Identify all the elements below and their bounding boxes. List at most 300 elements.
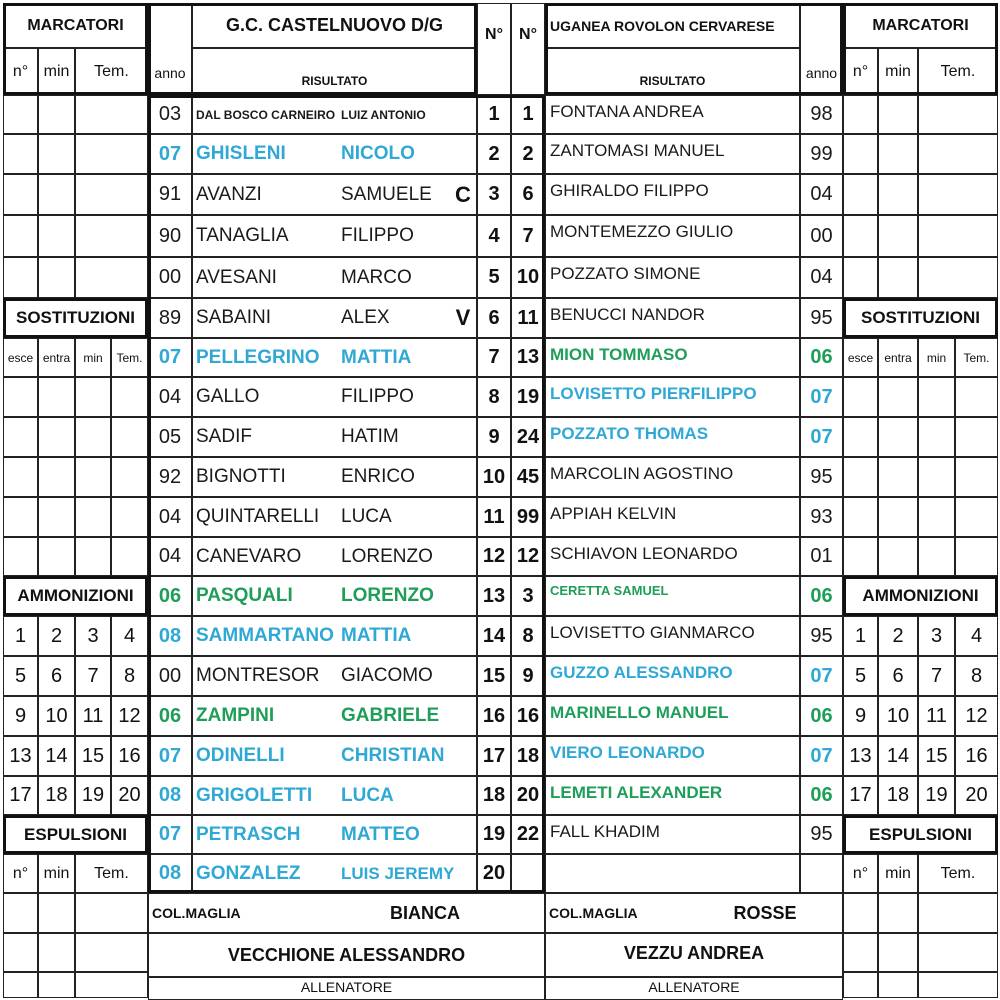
- away-col-maglia-label: COL.MAGLIA: [549, 905, 638, 921]
- home-player-number: 6: [477, 298, 511, 338]
- away-player-anno: 00: [800, 215, 843, 257]
- sostituzioni-cell: [38, 457, 75, 497]
- ammonizione-number: 15: [75, 736, 111, 776]
- ammonizione-number: 11: [918, 696, 955, 736]
- ammonizione-number: 7: [75, 656, 111, 696]
- sostituzioni-cell: [75, 537, 111, 576]
- sub-col-esce: esce: [3, 338, 38, 377]
- esp-col-min: min: [38, 854, 75, 893]
- away-player-number: 1: [511, 95, 545, 134]
- ammonizioni-header-right: AMMONIZIONI: [843, 576, 998, 616]
- away-player-anno: 04: [800, 174, 843, 215]
- home-player-surname: GHISLENI: [196, 143, 286, 164]
- home-player-firstname: GABRIELE: [341, 705, 440, 726]
- away-player-name: ZANTOMASI MANUEL: [545, 134, 800, 174]
- home-player-surname: TANAGLIA: [196, 225, 289, 246]
- sostituzioni-cell: [918, 417, 955, 457]
- away-player-number: 12: [511, 537, 545, 576]
- home-player-surname: ZAMPINI: [196, 705, 275, 726]
- sostituzioni-cell: [878, 497, 918, 537]
- away-player-anno: 07: [800, 736, 843, 776]
- marcatori-cell: [918, 215, 998, 257]
- marcatori-cell: [878, 174, 918, 215]
- marcatori-cell: [3, 134, 38, 174]
- ammonizione-number: 4: [955, 616, 998, 656]
- home-player-anno: 07: [148, 815, 192, 854]
- sostituzioni-cell: [38, 377, 75, 417]
- away-anno-label: anno: [805, 64, 838, 81]
- sostituzioni-cell: [38, 497, 75, 537]
- home-player-surname: SABAINI: [196, 307, 271, 328]
- home-player-anno: 00: [148, 257, 192, 298]
- sostituzioni-cell: [75, 377, 111, 417]
- away-player-number: 45: [511, 457, 545, 497]
- sostituzioni-cell: [843, 417, 878, 457]
- sostituzioni-cell: [878, 377, 918, 417]
- home-player-surname: AVANZI: [196, 183, 262, 205]
- home-coach-name: VECCHIONE ALESSANDRO: [227, 944, 466, 965]
- away-player-number: 20: [511, 776, 545, 815]
- away-player-number: 99: [511, 497, 545, 537]
- away-player-number: 6: [511, 174, 545, 215]
- home-player-firstname: FILIPPO: [341, 225, 414, 246]
- home-player-surname: PASQUALI: [196, 585, 293, 606]
- away-player-anno: 06: [800, 696, 843, 736]
- away-player-name: MION TOMMASO: [545, 338, 800, 377]
- marcatori-cell: [38, 174, 75, 215]
- marcatori-cell: [75, 215, 148, 257]
- marcatori-cell: [843, 134, 878, 174]
- home-player-anno: 92: [148, 457, 192, 497]
- marcatori-cell: [878, 257, 918, 298]
- sostituzioni-cell: [111, 377, 148, 417]
- home-player-firstname: LUCA: [341, 784, 394, 806]
- sub-col-entra: entra: [878, 338, 918, 377]
- sub-col-tem_sub: Tem.: [111, 338, 148, 377]
- away-player-anno: 95: [800, 298, 843, 338]
- away-player-anno: 06: [800, 576, 843, 616]
- home-player-anno: 90: [148, 215, 192, 257]
- home-player-anno: 08: [148, 776, 192, 815]
- col-tem-left: Tem.: [75, 48, 148, 95]
- center-n-label-2: N°: [519, 26, 537, 43]
- ammonizione-number: 5: [3, 656, 38, 696]
- home-player-firstname: LUIZ ANTONIO: [341, 107, 426, 122]
- away-player-name: LOVISETTO PIERFILIPPO: [545, 377, 800, 417]
- away-player-number: 16: [511, 696, 545, 736]
- esp-col-tem: Tem.: [918, 854, 998, 893]
- sostituzioni-cell: [75, 457, 111, 497]
- home-player-anno: 07: [148, 736, 192, 776]
- sub-col-entra: entra: [38, 338, 75, 377]
- ammonizione-number: 17: [3, 776, 38, 815]
- home-col-maglia-value: BIANCA: [390, 902, 460, 923]
- marcatori-cell: [843, 257, 878, 298]
- footer-cell: [918, 893, 998, 933]
- home-player-surname: DAL BOSCO CARNEIRO: [196, 107, 336, 122]
- away-player-anno: 07: [800, 377, 843, 417]
- sostituzioni-cell: [75, 497, 111, 537]
- home-anno-label: anno: [154, 64, 186, 81]
- home-player-anno: 07: [148, 338, 192, 377]
- home-player-number: 17: [477, 736, 511, 776]
- footer-cell: [38, 893, 75, 933]
- sostituzioni-header-right: SOSTITUZIONI: [843, 298, 998, 338]
- marcatori-cell: [38, 134, 75, 174]
- ammonizione-number: 20: [955, 776, 998, 815]
- home-player-anno: 06: [148, 696, 192, 736]
- home-player-number: 14: [477, 616, 511, 656]
- away-player-name: SCHIAVON LEONARDO: [545, 537, 800, 576]
- away-player-name: CERETTA SAMUEL: [545, 576, 800, 616]
- ammonizione-number: 8: [955, 656, 998, 696]
- footer-cell: [878, 933, 918, 972]
- sostituzioni-cell: [955, 457, 998, 497]
- col-tem-right: Tem.: [918, 48, 998, 95]
- sostituzioni-cell: [878, 457, 918, 497]
- home-player-number: 9: [477, 417, 511, 457]
- marcatori-cell: [843, 95, 878, 134]
- home-player-firstname: ALEX: [341, 307, 390, 328]
- marcatori-cell: [75, 257, 148, 298]
- sostituzioni-cell: [878, 537, 918, 576]
- home-player-firstname: MARCO: [341, 266, 412, 288]
- away-player-name: LOVISETTO GIANMARCO: [545, 616, 800, 656]
- sostituzioni-cell: [111, 457, 148, 497]
- ammonizione-number: 1: [843, 616, 878, 656]
- away-risultato-label: RISULTATO: [639, 74, 706, 88]
- home-player-firstname: CHRISTIAN: [341, 745, 445, 766]
- center-n-label-1: N°: [485, 26, 503, 43]
- ammonizione-number: 19: [75, 776, 111, 815]
- home-player-number: 1: [477, 95, 511, 134]
- away-player-number: 11: [511, 298, 545, 338]
- sostituzioni-cell: [843, 537, 878, 576]
- captain-mark: C: [455, 181, 471, 207]
- ammonizione-number: 10: [38, 696, 75, 736]
- home-player-surname: ODINELLI: [196, 745, 285, 766]
- sostituzioni-cell: [3, 537, 38, 576]
- ammonizione-number: 5: [843, 656, 878, 696]
- sostituzioni-cell: [3, 377, 38, 417]
- footer-cell: [38, 972, 75, 998]
- marcatori-cell: [918, 95, 998, 134]
- sostituzioni-cell: [843, 377, 878, 417]
- home-player-number: 5: [477, 257, 511, 298]
- marcatori-cell: [38, 257, 75, 298]
- ammonizione-number: 3: [75, 616, 111, 656]
- home-player-anno: 04: [148, 497, 192, 537]
- marcatori-cell: [38, 95, 75, 134]
- sostituzioni-cell: [918, 537, 955, 576]
- sostituzioni-cell: [843, 457, 878, 497]
- footer-cell: [3, 972, 38, 998]
- away-team-name: UGANEA ROVOLON CERVARESE: [545, 3, 800, 48]
- home-player-surname: GRIGOLETTI: [196, 784, 313, 806]
- sostituzioni-cell: [878, 417, 918, 457]
- footer-cell: [878, 893, 918, 933]
- ammonizione-number: 8: [111, 656, 148, 696]
- ammonizione-number: 14: [38, 736, 75, 776]
- marcatori-cell: [918, 134, 998, 174]
- home-player-firstname: LUCA: [341, 506, 392, 527]
- sostituzioni-cell: [955, 497, 998, 537]
- marcatori-cell: [75, 95, 148, 134]
- away-player-number: 13: [511, 338, 545, 377]
- away-player-name: POZZATO SIMONE: [545, 257, 800, 298]
- ammonizione-number: 1: [3, 616, 38, 656]
- esp-col-min: min: [878, 854, 918, 893]
- home-player-surname: QUINTARELLI: [196, 506, 320, 527]
- home-player-number: 7: [477, 338, 511, 377]
- esp-col-n: n°: [3, 854, 38, 893]
- home-player-number: 16: [477, 696, 511, 736]
- ammonizione-number: 12: [955, 696, 998, 736]
- away-player-name: GHIRALDO FILIPPO: [545, 174, 800, 215]
- away-player-anno: 98: [800, 95, 843, 134]
- footer-cell: [843, 933, 878, 972]
- home-player-anno: 89: [148, 298, 192, 338]
- away-player-number: 2: [511, 134, 545, 174]
- sostituzioni-cell: [75, 417, 111, 457]
- col-n-right: n°: [843, 48, 878, 95]
- ammonizione-number: 9: [843, 696, 878, 736]
- home-coach-label: ALLENATORE: [300, 979, 393, 995]
- home-player-surname: AVESANI: [196, 266, 277, 288]
- captain-mark: V: [455, 305, 471, 330]
- ammonizione-number: 15: [918, 736, 955, 776]
- ammonizione-number: 6: [38, 656, 75, 696]
- away-player-number: 22: [511, 815, 545, 854]
- ammonizione-number: 12: [111, 696, 148, 736]
- home-player-surname: MONTRESOR: [196, 665, 320, 686]
- marcatori-cell: [878, 215, 918, 257]
- marcatori-header-left: MARCATORI: [3, 3, 148, 48]
- footer-cell: [918, 933, 998, 972]
- home-player-number: 3: [477, 174, 511, 215]
- away-player-anno: 06: [800, 338, 843, 377]
- marcatori-cell: [75, 174, 148, 215]
- away-player-anno: 93: [800, 497, 843, 537]
- ammonizione-number: 13: [843, 736, 878, 776]
- home-col-maglia-label: COL.MAGLIA: [152, 905, 241, 921]
- marcatori-cell: [75, 134, 148, 174]
- sub-col-min_sub: min: [918, 338, 955, 377]
- col-min-left: min: [38, 48, 75, 95]
- away-coach-label: ALLENATORE: [648, 979, 740, 995]
- sostituzioni-cell: [3, 457, 38, 497]
- sostituzioni-cell: [918, 457, 955, 497]
- ammonizione-number: 11: [75, 696, 111, 736]
- away-player-anno: 07: [800, 656, 843, 696]
- away-player-number: 8: [511, 616, 545, 656]
- home-player-number: 13: [477, 576, 511, 616]
- away-player-anno: 06: [800, 776, 843, 815]
- espulsioni-header-left: ESPULSIONI: [3, 815, 148, 854]
- marcatori-cell: [38, 215, 75, 257]
- away-player-name: [545, 854, 800, 893]
- home-player-firstname: LORENZO: [341, 585, 434, 606]
- away-player-number: 24: [511, 417, 545, 457]
- footer-cell: [843, 972, 878, 998]
- sostituzioni-cell: [843, 497, 878, 537]
- home-player-number: 4: [477, 215, 511, 257]
- away-player-name: MARINELLO MANUEL: [545, 696, 800, 736]
- ammonizione-number: 14: [878, 736, 918, 776]
- home-player-firstname: NICOLO: [341, 143, 415, 164]
- home-player-firstname: MATTIA: [341, 625, 412, 646]
- sostituzioni-cell: [955, 417, 998, 457]
- home-player-anno: 07: [148, 134, 192, 174]
- sostituzioni-cell: [38, 417, 75, 457]
- ammonizione-number: 10: [878, 696, 918, 736]
- ammonizione-number: 17: [843, 776, 878, 815]
- home-player-number: 11: [477, 497, 511, 537]
- ammonizione-number: 18: [38, 776, 75, 815]
- home-player-number: 2: [477, 134, 511, 174]
- away-player-anno: 99: [800, 134, 843, 174]
- marcatori-cell: [843, 174, 878, 215]
- ammonizione-number: 19: [918, 776, 955, 815]
- home-player-firstname: MATTEO: [341, 823, 420, 845]
- away-col-maglia-value: ROSSE: [733, 902, 797, 923]
- home-player-firstname: ENRICO: [341, 466, 415, 487]
- home-player-surname: BIGNOTTI: [196, 466, 286, 487]
- marcatori-cell: [878, 95, 918, 134]
- esp-col-n: n°: [843, 854, 878, 893]
- sostituzioni-cell: [955, 377, 998, 417]
- away-player-number: [511, 854, 545, 893]
- home-player-firstname: LUIS JEREMY: [341, 863, 455, 883]
- home-player-anno: 05: [148, 417, 192, 457]
- footer-cell: [75, 933, 148, 972]
- away-player-anno: 04: [800, 257, 843, 298]
- away-player-number: 7: [511, 215, 545, 257]
- home-team-name: G.C. CASTELNUOVO D/G: [192, 3, 477, 48]
- sub-col-esce: esce: [843, 338, 878, 377]
- home-player-surname: SAMMARTANO: [196, 625, 334, 646]
- home-player-surname: PELLEGRINO: [196, 346, 320, 368]
- home-player-firstname: MATTIA: [341, 346, 412, 368]
- away-player-name: APPIAH KELVIN: [545, 497, 800, 537]
- footer-cell: [3, 893, 38, 933]
- home-player-surname: CANEVARO: [196, 545, 302, 567]
- marcatori-cell: [918, 257, 998, 298]
- away-player-number: 18: [511, 736, 545, 776]
- home-player-number: 12: [477, 537, 511, 576]
- sostituzioni-cell: [918, 377, 955, 417]
- away-player-number: 19: [511, 377, 545, 417]
- ammonizione-number: 16: [955, 736, 998, 776]
- home-player-firstname: LORENZO: [341, 545, 433, 567]
- home-player-number: 19: [477, 815, 511, 854]
- ammonizioni-header-left: AMMONIZIONI: [3, 576, 148, 616]
- ammonizione-number: 7: [918, 656, 955, 696]
- marcatori-cell: [3, 174, 38, 215]
- ammonizione-number: 18: [878, 776, 918, 815]
- col-min-right: min: [878, 48, 918, 95]
- away-player-name: BENUCCI NANDOR: [545, 298, 800, 338]
- sostituzioni-cell: [955, 537, 998, 576]
- home-player-number: 10: [477, 457, 511, 497]
- marcatori-header-right: MARCATORI: [843, 3, 998, 48]
- sostituzioni-cell: [38, 537, 75, 576]
- away-coach-name: VEZZU ANDREA: [623, 942, 765, 963]
- home-player-number: 15: [477, 656, 511, 696]
- home-player-anno: 08: [148, 616, 192, 656]
- ammonizione-number: 9: [3, 696, 38, 736]
- marcatori-cell: [3, 215, 38, 257]
- sostituzioni-cell: [3, 497, 38, 537]
- footer-cell: [843, 893, 878, 933]
- home-player-firstname: GIACOMO: [341, 665, 433, 686]
- ammonizione-number: 6: [878, 656, 918, 696]
- away-player-name: VIERO LEONARDO: [545, 736, 800, 776]
- away-player-name: GUZZO ALESSANDRO: [545, 656, 800, 696]
- away-player-name: MONTEMEZZO GIULIO: [545, 215, 800, 257]
- away-player-number: 3: [511, 576, 545, 616]
- footer-cell: [38, 933, 75, 972]
- home-player-firstname: HATIM: [341, 426, 399, 447]
- away-player-anno: 01: [800, 537, 843, 576]
- footer-cell: [878, 972, 918, 998]
- away-player-anno: 95: [800, 457, 843, 497]
- away-player-name: MARCOLIN AGOSTINO: [545, 457, 800, 497]
- ammonizione-number: 2: [878, 616, 918, 656]
- sostituzioni-cell: [111, 497, 148, 537]
- marcatori-cell: [918, 174, 998, 215]
- ammonizione-number: 13: [3, 736, 38, 776]
- home-player-surname: PETRASCH: [196, 823, 301, 845]
- marcatori-cell: [843, 215, 878, 257]
- away-player-anno: 07: [800, 417, 843, 457]
- home-player-firstname: FILIPPO: [341, 386, 414, 407]
- home-player-number: 20: [477, 854, 511, 893]
- col-n-left: n°: [3, 48, 38, 95]
- away-player-name: POZZATO THOMAS: [545, 417, 800, 457]
- home-player-surname: SADIF: [196, 426, 252, 447]
- away-player-anno: 95: [800, 616, 843, 656]
- home-player-number: 18: [477, 776, 511, 815]
- away-player-anno: [800, 854, 843, 893]
- home-player-anno: 04: [148, 377, 192, 417]
- away-player-name: FALL KHADIM: [545, 815, 800, 854]
- marcatori-cell: [3, 257, 38, 298]
- espulsioni-header-right: ESPULSIONI: [843, 815, 998, 854]
- footer-cell: [3, 933, 38, 972]
- home-player-anno: 04: [148, 537, 192, 576]
- footer-cell: [75, 972, 148, 998]
- away-player-number: 10: [511, 257, 545, 298]
- away-player-anno: 95: [800, 815, 843, 854]
- ammonizione-number: 2: [38, 616, 75, 656]
- away-player-name: LEMETI ALEXANDER: [545, 776, 800, 815]
- home-player-anno: 03: [148, 95, 192, 134]
- sub-col-tem_sub: Tem.: [955, 338, 998, 377]
- home-player-surname: GALLO: [196, 386, 260, 407]
- ammonizione-number: 4: [111, 616, 148, 656]
- home-player-anno: 91: [148, 174, 192, 215]
- home-player-anno: 08: [148, 854, 192, 893]
- away-player-number: 9: [511, 656, 545, 696]
- ammonizione-number: 16: [111, 736, 148, 776]
- footer-cell: [75, 893, 148, 933]
- ammonizione-number: 20: [111, 776, 148, 815]
- esp-col-tem: Tem.: [75, 854, 148, 893]
- home-player-anno: 06: [148, 576, 192, 616]
- home-player-surname: GONZALEZ: [196, 862, 301, 884]
- home-player-anno: 00: [148, 656, 192, 696]
